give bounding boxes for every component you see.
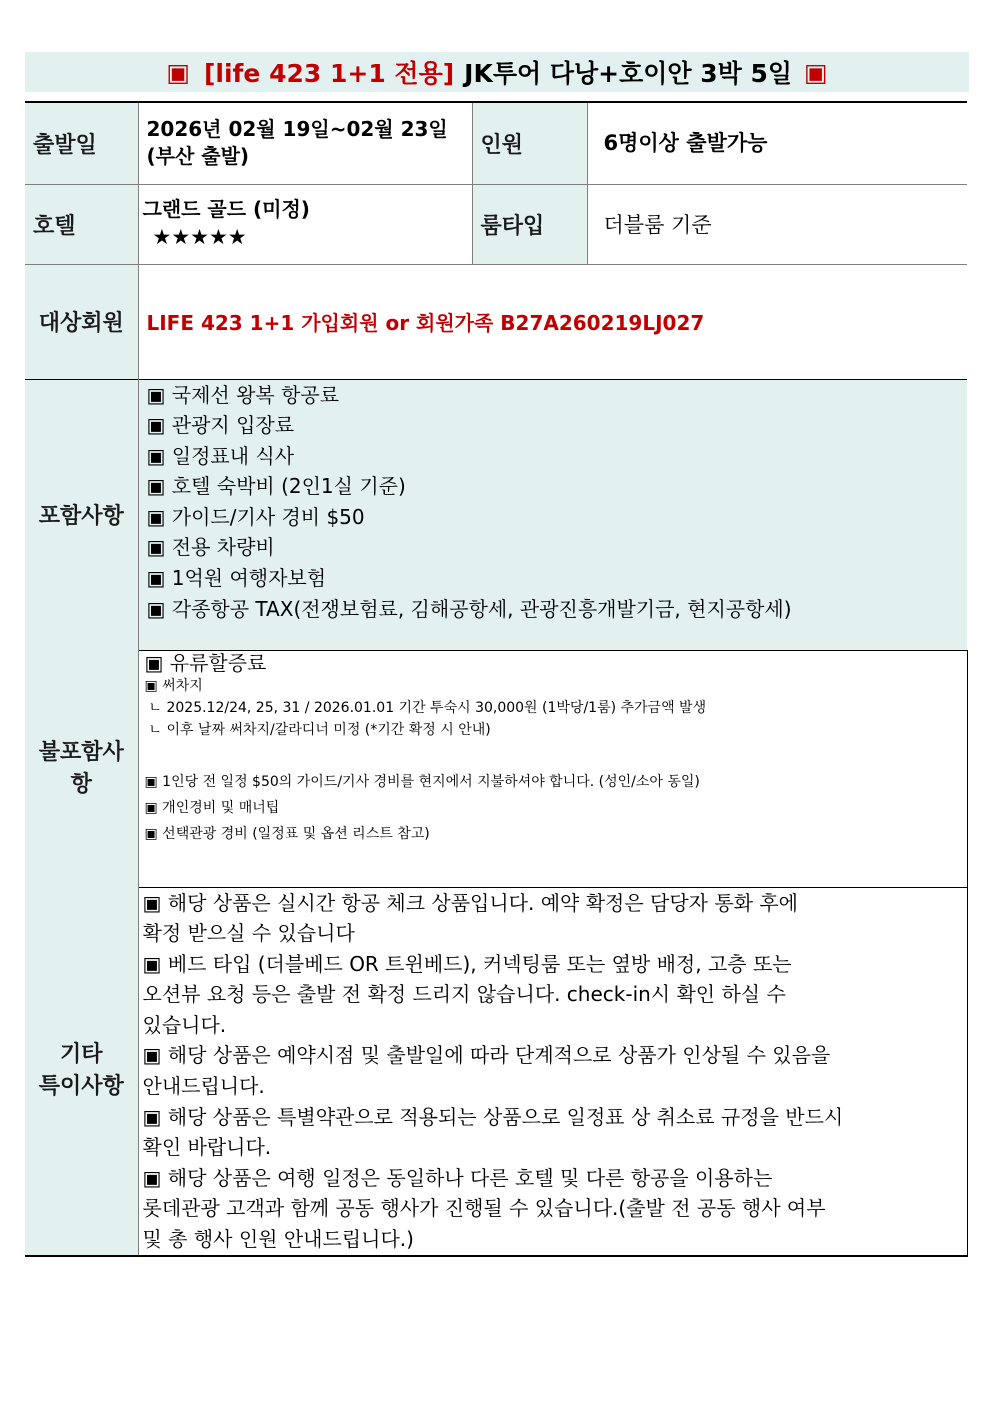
excluded-subitem: ㄴ 2025.12/24, 25, 31 / 2026.01.01 기간 투숙시 30,000원 (1박당/1룸) 추가금액 발생 xyxy=(148,699,707,716)
hotel-stars: ★★★★★ xyxy=(152,225,247,250)
excluded-item: ▣ 개인경비 및 매너팁 xyxy=(144,799,280,816)
included-list xyxy=(138,379,967,650)
note-line: 확정 받으실 수 있습니다 xyxy=(142,921,355,946)
note-line: ▣ 해당 상품은 여행 일정은 동일하나 다른 호텔 및 다른 항공을 이용하는 xyxy=(142,1165,773,1190)
people-value: 6명이상 출발가능 xyxy=(587,103,967,184)
label-notes xyxy=(25,887,138,1256)
title-marker-right: ▣ xyxy=(804,57,828,87)
row-excluded xyxy=(25,650,967,887)
label-notes-line2: 특이사항 xyxy=(38,1073,124,1099)
row-hotel xyxy=(25,184,967,264)
included-item: ▣ 일정표내 식사 xyxy=(146,443,295,468)
label-hotel: 호텔 xyxy=(25,184,138,264)
included-item: ▣ 국제선 왕복 항공료 xyxy=(146,382,340,407)
excluded-spacer xyxy=(145,741,961,763)
note-line: 안내드립니다. xyxy=(142,1074,265,1099)
note-line: 확인 바랍니다. xyxy=(142,1135,272,1160)
departure-value: 2026년 02월 19일~02월 23일 (부산 출발) xyxy=(138,103,472,184)
excluded-item: ▣ 유류할증료 xyxy=(144,650,267,675)
excluded-item: ▣ 1인당 전 일정 $50의 가이드/기사 경비를 현지에서 지불하셔야 합니다. (성인/소아 동일) xyxy=(144,773,700,790)
note-line: ▣ 베드 타입 (더블베드 OR 트윈베드), 커넥팅룸 또는 옆방 배정, 고층 또는 xyxy=(142,951,792,976)
excluded-subitem: ㄴ 이후 날짜 써차지/갈라디너 미정 (*기간 확정 시 안내) xyxy=(148,721,491,738)
included-item: ▣ 전용 차량비 xyxy=(146,535,275,560)
label-member: 대상회원 xyxy=(25,264,138,379)
note-line: 오션뷰 요청 등은 출발 전 확정 드리지 않습니다. check-in시 확인 하실 수 xyxy=(142,982,786,1007)
title-marker-left: ▣ xyxy=(166,57,190,87)
note-line: 있습니다. xyxy=(142,1012,227,1037)
row-departure xyxy=(25,103,967,184)
note-line: 롯데관광 고객과 함께 공동 행사가 진행될 수 있습니다.(출발 전 공동 행사 여부 xyxy=(142,1196,826,1221)
hotel-value xyxy=(138,184,472,264)
label-room: 룸타입 xyxy=(472,184,587,264)
included-item: ▣ 관광지 입장료 xyxy=(146,413,295,438)
hotel-name: 그랜드 골드 (미정) xyxy=(142,197,310,222)
row-member xyxy=(25,264,967,379)
title-prefix: [life 423 1+1 전용] xyxy=(203,59,455,88)
note-line: ▣ 해당 상품은 실시간 항공 체크 상품입니다. 예약 확정은 담당자 통화 후에 xyxy=(142,890,798,915)
excluded-item: ▣ 선택관광 경비 (일정표 및 옵션 리스트 참고) xyxy=(144,825,430,842)
label-excluded-line1: 불포함사 xyxy=(38,739,124,765)
included-item: ▣ 호텔 숙박비 (2인1실 기준) xyxy=(146,474,406,499)
row-included xyxy=(25,379,967,650)
page-title xyxy=(25,52,969,92)
info-table xyxy=(25,103,968,1257)
excluded-item: ▣ 써차지 xyxy=(144,677,203,694)
included-item: ▣ 1억원 여행자보험 xyxy=(146,566,327,591)
note-line: ▣ 해당 상품은 특별약관으로 적용되는 상품으로 일정표 상 취소료 규정을 반드시 xyxy=(142,1104,844,1129)
room-value: 더블룸 기준 xyxy=(587,184,967,264)
row-notes xyxy=(25,887,967,1256)
label-people: 인원 xyxy=(472,103,587,184)
title-main: JK투어 다낭+호이안 3박 5일 xyxy=(464,59,793,88)
label-excluded xyxy=(25,650,138,887)
label-excluded-line2: 항 xyxy=(70,771,92,797)
label-notes-line1: 기타 xyxy=(59,1041,103,1067)
included-item: ▣ 각종항공 TAX(전쟁보험료, 김해공항세, 관광진흥개발기금, 현지공항세) xyxy=(146,596,792,621)
note-line: 및 총 행사 인원 안내드립니다.) xyxy=(142,1227,414,1252)
excluded-list xyxy=(138,650,967,887)
included-item: ▣ 가이드/기사 경비 $50 xyxy=(146,504,365,529)
note-line: ▣ 해당 상품은 예약시점 및 출발일에 따라 단계적으로 상품가 인상될 수 있음을 xyxy=(142,1043,831,1068)
label-departure: 출발일 xyxy=(25,103,138,184)
label-included: 포함사항 xyxy=(25,379,138,650)
notes-text xyxy=(138,887,967,1256)
member-value: LIFE 423 1+1 가입회원 or 회원가족 B27A260219LJ027 xyxy=(146,311,705,335)
